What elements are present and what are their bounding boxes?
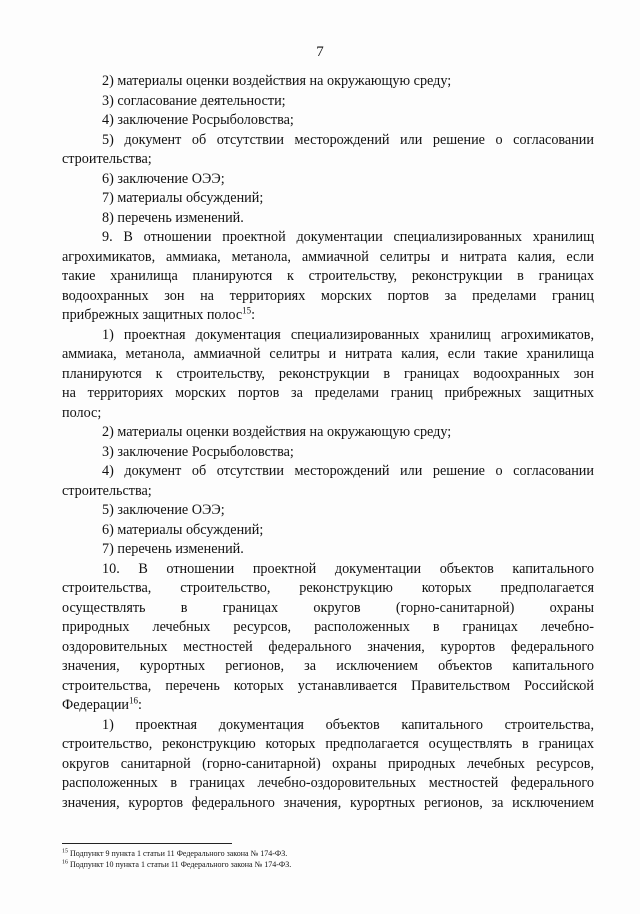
line-text: полос; [62, 404, 102, 421]
text-line [62, 540, 594, 560]
line-text: на территориях морских портов за пределами границ прибрежных защитных [62, 385, 594, 401]
page-number: 7 [316, 44, 324, 60]
line-text: 5) заключение ОЭЭ; [102, 502, 225, 518]
text-line [62, 248, 594, 268]
text-line [62, 443, 594, 463]
text-line [62, 209, 594, 229]
text-line [62, 638, 594, 658]
line-text: 6) заключение ОЭЭ; [102, 170, 225, 187]
footnote [62, 859, 594, 870]
line-text: прибрежных защитных полос [62, 307, 243, 323]
text-line [62, 345, 594, 365]
line-text: такие хранилища планируются к строительству, реконструкции в границах [62, 268, 594, 284]
line-text: осуществлять в границах округов (горно-санитарной) охраны [62, 599, 594, 616]
text-line [62, 111, 594, 131]
text-line [62, 365, 594, 385]
text-line [62, 423, 594, 443]
line-text: природных лечебных ресурсов, расположенных в границах лечебно- [62, 619, 594, 635]
line-text: аммиака, метанола, аммиачной селитры и нитрата калия, если такие хранилища [62, 346, 594, 362]
document-body [62, 72, 594, 813]
line-text: 8) перечень изменений. [102, 209, 244, 226]
line-text: расположенных в границах лечебно-оздоровительных местностей федерального [62, 775, 594, 791]
line-text: 6) материалы обсуждений; [102, 521, 264, 538]
line-text: 7) перечень изменений. [102, 541, 244, 557]
footnote-mark: 16 [62, 859, 68, 866]
footnote [62, 848, 594, 859]
text-line [62, 131, 594, 151]
line-text: 2) материалы оценки воздействия на окружающую среду; [102, 73, 452, 89]
line-text: 3) заключение Росрыболовства; [102, 443, 294, 460]
line-text: строительства, перечень которых устанавливается Правительством Российской [62, 677, 594, 694]
text-line [62, 482, 594, 502]
line-text: 1) проектная документация специализированных хранилищ агрохимикатов, [102, 326, 594, 343]
text-line [62, 150, 594, 170]
text-line [62, 755, 594, 775]
text-line [62, 287, 594, 307]
text-line [62, 560, 594, 580]
footnote-text: Подпункт 10 пункта 1 статьи 11 Федерального закона № 174-ФЗ. [68, 860, 292, 869]
footnote-text: Подпункт 9 пункта 1 статьи 11 Федерального закона № 174-ФЗ. [68, 849, 288, 858]
text-line [62, 599, 594, 619]
line-text: строительства, строительство, реконструкцию которых предполагается [62, 580, 594, 596]
text-line [62, 326, 594, 346]
text-line [62, 521, 594, 541]
text-line [62, 384, 594, 404]
line-text: 4) документ об отсутствии месторождений или решение о согласовании [102, 463, 594, 479]
text-line [62, 716, 594, 736]
line-tail: : [251, 307, 256, 323]
text-line [62, 462, 594, 482]
line-text: планируются к строительству, реконструкции в границах водоохранных зон [62, 365, 594, 382]
line-text: 4) заключение Росрыболовства; [102, 112, 294, 128]
line-text: 9. В отношении проектной документации специализированных хранилищ [102, 229, 594, 245]
line-text: 10. В отношении проектной документации объектов капитального [102, 560, 594, 577]
line-text: строительства; [62, 151, 152, 167]
text-line [62, 501, 594, 521]
text-line [62, 794, 594, 814]
text-line [62, 72, 594, 92]
text-line [62, 267, 594, 287]
line-tail: : [138, 697, 142, 713]
line-text: 7) материалы обсуждений; [102, 190, 264, 206]
line-text: значения, курортов федерального значения, курортных регионов, за исключением [62, 794, 594, 811]
text-line [62, 657, 594, 677]
text-line [62, 618, 594, 638]
line-text: оздоровительных местностей федерального значения, курортов федерального [62, 638, 594, 655]
footnote-reference[interactable]: 16 [129, 695, 139, 706]
text-line [62, 735, 594, 755]
line-text: 2) материалы оценки воздействия на окружающую среду; [102, 424, 452, 440]
footnote-separator [62, 843, 232, 844]
text-line [62, 404, 594, 424]
text-line [62, 579, 594, 599]
line-text: Федерации [62, 697, 130, 713]
line-text: 3) согласование деятельности; [102, 92, 286, 109]
text-line [62, 228, 594, 248]
footnote-mark: 15 [62, 848, 68, 855]
text-line [62, 774, 594, 794]
line-text: строительство, реконструкцию которых предполагается осуществлять в границах [62, 736, 594, 752]
text-line [62, 92, 594, 112]
line-text: округов санитарной (горно-санитарной) охраны природных лечебных ресурсов, [62, 755, 594, 772]
text-line [62, 170, 594, 190]
line-text: значения, курортных регионов, за исключением объектов капитального [62, 658, 594, 674]
text-line [62, 696, 594, 716]
line-text: 1) проектная документация объектов капитального строительства, [102, 716, 594, 733]
footnote-reference[interactable]: 15 [242, 305, 252, 316]
line-text: водоохранных зон на территориях морских портов за пределами границ [62, 287, 594, 304]
line-text: строительства; [62, 482, 152, 499]
line-text: 5) документ об отсутствии месторождений или решение о согласовании [102, 131, 594, 148]
line-text: агрохимикатов, аммиака, метанола, аммиачной селитры и нитрата калия, если [62, 248, 594, 265]
text-line [62, 306, 594, 326]
text-line [62, 677, 594, 697]
text-line [62, 189, 594, 209]
